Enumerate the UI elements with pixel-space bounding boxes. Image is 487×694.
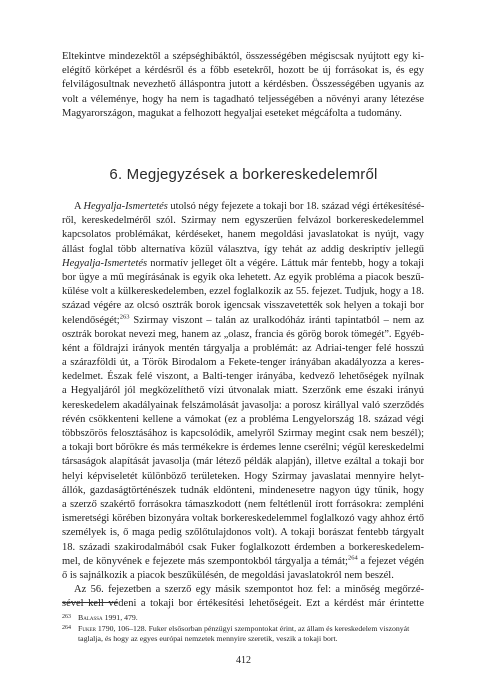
text-line: mel, de könyvének e fejezete más szempontokból tárgyalja a témát;$^{264}$ a fejezet végén: [62, 554, 424, 567]
text-line: osztrák borokat nevezi meg, hanem az „olasz, francia és görög borok tömegét”. Egyéb-: [62, 328, 424, 340]
text-line: Az 56. fejezetben a szerző egy másik szempontot hoz fel: a minőség megőrzé-: [74, 584, 424, 596]
text-line: kapcsolatos problémákat, kérdéseket, hanem megoldási javaslatokat is nyújt, vagy: [62, 229, 424, 241]
footnote-number: 264: [62, 624, 71, 631]
text-line: kelendőségét;$^{263}$ Szirmay viszont – talán az uralkodóház iránti tapintatból – nem az: [62, 313, 424, 326]
footnote: [62, 624, 424, 635]
text-line: a tokaji bort bőrökre és más termékekre is érdemes lenne cserélni; végül kereskedelmi: [62, 442, 425, 454]
text-line: a Hegyaljáról jól megközelíthető vízi útvonalak miatt. Szerzőnk eme északi irányú: [62, 385, 424, 397]
text-line: ről, kereskedelméről szól. Szirmay nem egyszerűen felvázol borkereskedelemmel: [62, 215, 424, 227]
text-line: helyi képviseletét különböző területeken. Hogy Szirmay javaslatai mennyire helyt-: [62, 470, 424, 482]
text-line: többszörös felosztásához is kapcsolódik, amelyről Szirmay megint csak nem beszél);: [62, 428, 424, 439]
footnote-author: Fuker: [78, 623, 96, 633]
text-line: elégítő körképet a kérdésről és a főbb esetekről, hozott be új forrásokat is, és egy: [62, 65, 424, 77]
footnote-number: 263: [62, 614, 71, 620]
text-line: állást foglal több alternatíva közül választva, így tehát az addig deskriptív jellegű: [62, 243, 424, 255]
footnote-author: Balassa: [78, 613, 103, 622]
text-line: kereskedelem akadályainak felszámolását javasolja: a porosz királlyal való szerződés: [62, 399, 424, 411]
footnote-divider: [62, 602, 118, 603]
footnote-text: 1790, 106–128. Fuker elsősorban pénzügyi szempontokat érint, az állam és kereskedelem viszonyát: [95, 623, 410, 633]
footnote-text: 1991, 479.: [102, 613, 138, 622]
footnote: [62, 613, 424, 624]
text-line: Eltekintve mindezektől a szépséghibáktól, összességében mégiscsak nyújtott egy ki-: [62, 51, 424, 62]
text-line: A Hegyalja-Ismertetés utolsó négy fejezete a tokaji bor 18. század végi értékesítésé-: [74, 201, 425, 212]
text-line: állók, gazdaságtörténészek tudnák eldönteni, mindenesetre nagyon úgy tűnik, hogy: [62, 484, 424, 496]
text-line: a szárazföldi út, a Török Birodalom a Fekete-tenger irányában akadályozza a keres-: [62, 357, 424, 369]
text-line: külése volt a külkereskedelemben, ezzel foglalkozik az 55. fejezet. Tudjuk, hogy a 18.: [62, 286, 424, 298]
text-line: 18. századi szakirodalmából csak Fuker foglalkozott érdemben a borkereskedelem-: [62, 541, 424, 553]
text-line: Magyarországon, magukat a felhozott hegyaljai eseteket mégcáfolta a tudomány.: [62, 107, 402, 119]
text-line: sével kell védeni a tokaji bor értékesítési lehetőségeit. Ezt a kérdést már érintette: [62, 598, 424, 610]
text-line: század végére az olcsó osztrák borok igencsak visszavetették sok helyen a tokaji bor: [62, 300, 424, 312]
text-line: révén csökkenteni kellene a vámokat (ez a probléma Lengyelország 18. század végi: [62, 413, 424, 425]
text-line: ismeretségi körében bizonyára voltak borkereskedelemmel foglalkozó vagy ahhoz értő: [62, 513, 424, 525]
footnote-text: taglalja, és hogy az egyes európai nemzetek mennyire szeretik, veszik a tokaji bort.: [78, 634, 338, 643]
text-line: kedelmet. Észak felé viszont, a Balti-tenger irányába, kedvező lehetőségek nyílnak: [62, 371, 424, 383]
page-number: 412: [236, 655, 251, 666]
body-text: [62, 200, 424, 611]
text-line: volt a véleménye, hogy ha nem is tagadható teljességében a növényi arany létezése: [62, 93, 424, 105]
text-line: ként a földrajzi irányok mentén tárgyalja a problémát: az Adriai-tenger felé hosszú: [62, 342, 424, 354]
footnote-continuation: [62, 634, 424, 645]
intro-paragraph: [62, 50, 424, 121]
text-line: felvilágosultnak nevezhető álláspontra jutott a kérdésben. Összességében ugyanis az: [62, 79, 424, 91]
text-line: ő is sajnálkozik a piacok beszűkülésén, de megoldási javaslatokról nem beszél.: [62, 569, 394, 581]
text-line: bor ügye a mű megírásának is egyik oka lehetett. Az egyik probléma a piacok beszű-: [62, 271, 424, 283]
text-line: a szerző szakértő forrásokra támaszkodott (nem feltétlenül írott forrásokra: zempléni: [62, 498, 424, 510]
footnotes: [62, 613, 424, 645]
text-line: Hegyalja-Ismertetés normatív jelleget ölt a végére. Láttuk már fentebb, hogy a tokaji: [62, 257, 424, 269]
section-heading: 6. Megjegyzések a borkereskedelemről: [109, 166, 378, 183]
text-line: társaságok alapítását javasolja (már létező példák alapján), illetve ezáltal a tokaji bor: [62, 456, 424, 468]
text-line: személyek is, ő maga pedig szőlőtulajdonos volt). A tokaji borászat fentebb tárgyalt: [62, 527, 424, 539]
